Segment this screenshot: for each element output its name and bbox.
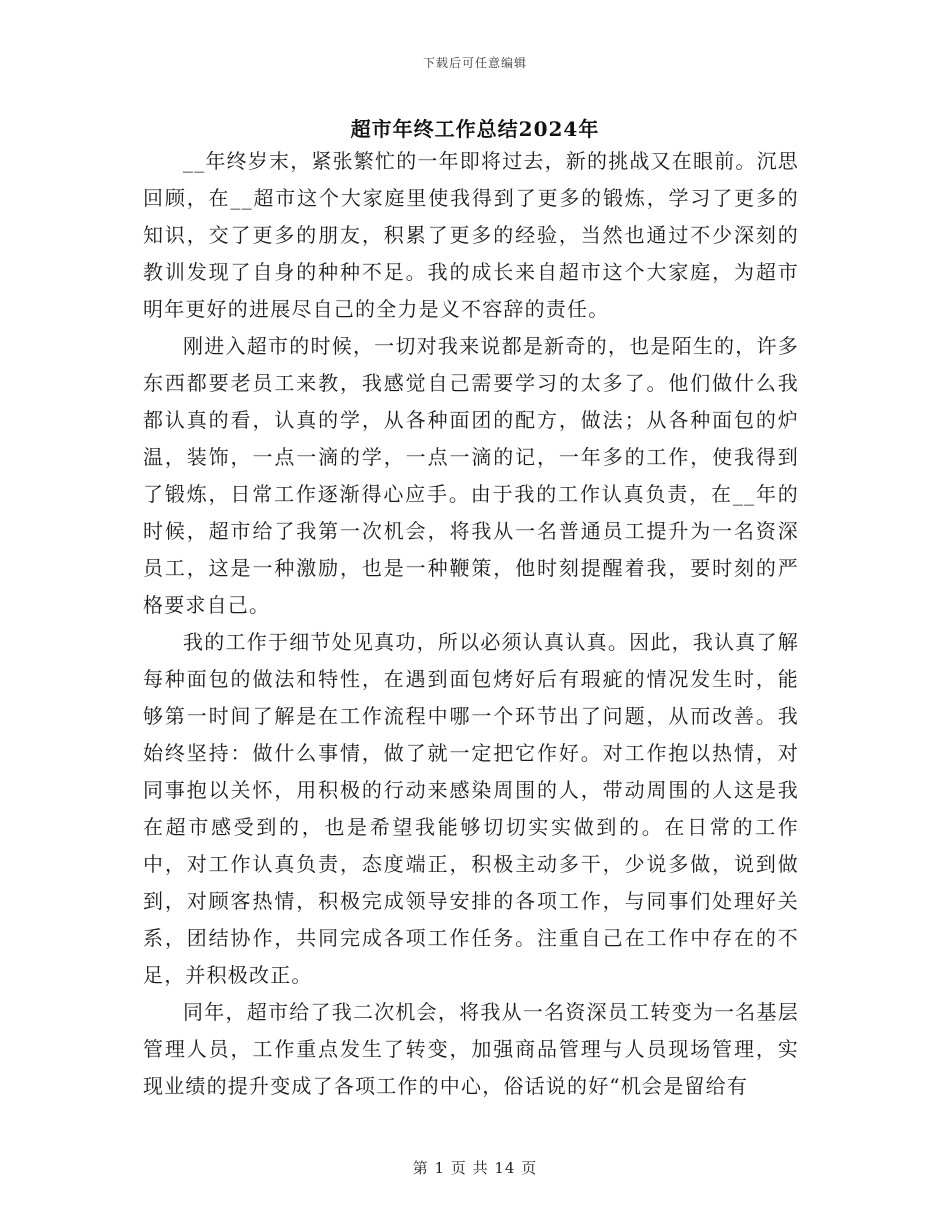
document-title: 超市年终工作总结2024年	[350, 117, 600, 141]
document-body	[143, 143, 799, 1105]
paragraph: 刚进入超市的时候，一切对我来说都是新奇的，也是陌生的，许多东西都要老员工来教，我感觉自己需要学习的太多了。他们做什么我都认真的看，认真的学，从各种面团的配方，做法；从各种面包的炉温，装饰，一点一滴的学，一点一滴的记，一年多的工作，使我得到了锻炼，日常工作逐渐得心应手。由于我的工作认真负责，在__年的时候，超市给了我第一次机会，将我从一名普通员工提升为一名资深员工，这是一种激励，也是一种鞭策，他时刻提醒着我，要时刻的严格要求自己。	[143, 334, 799, 617]
page-number-footer: 第 1 页 共 14 页	[412, 1159, 538, 1177]
paragraph: __年终岁末，紧张繁忙的一年即将过去，新的挑战又在眼前。沉思回顾，在__超市这个大家庭里使我得到了更多的锻炼，学习了更多的知识，交了更多的朋友，积累了更多的经验，当然也通过不少深刻的教训发现了自身的种种不足。我的成长来自超市这个大家庭，为超市明年更好的进展尽自己的全力是义不容辞的责任。	[143, 149, 799, 321]
paragraph: 我的工作于细节处见真功，所以必须认真认真。因此，我认真了解每种面包的做法和特性，在遇到面包烤好后有瑕疵的情况发生时，能够第一时间了解是在工作流程中哪一个环节出了问题，从而改善。我始终坚持：做什么事情，做了就一定把它作好。对工作抱以热情，对同事抱以关怀，用积极的行动来感染周围的人，带动周围的人这是我在超市感受到的，也是希望我能够切切实实做到的。在日常的工作中，对工作认真负责，态度端正，积极主动多干，少说多做，说到做到，对顾客热情，积极完成领导安排的各项工作，与同事们处理好关系，团结协作，共同完成各项工作任务。注重自己在工作中存在的不足，并积极改正。	[143, 630, 799, 987]
header-note: 下载后可任意编辑	[422, 56, 527, 70]
paragraph: 同年，超市给了我二次机会，将我从一名资深员工转变为一名基层管理人员，工作重点发生了转变，加强商品管理与人员现场管理，实现业绩的提升变成了各项工作的中心，俗话说的好“机会是留给有	[143, 1000, 799, 1098]
